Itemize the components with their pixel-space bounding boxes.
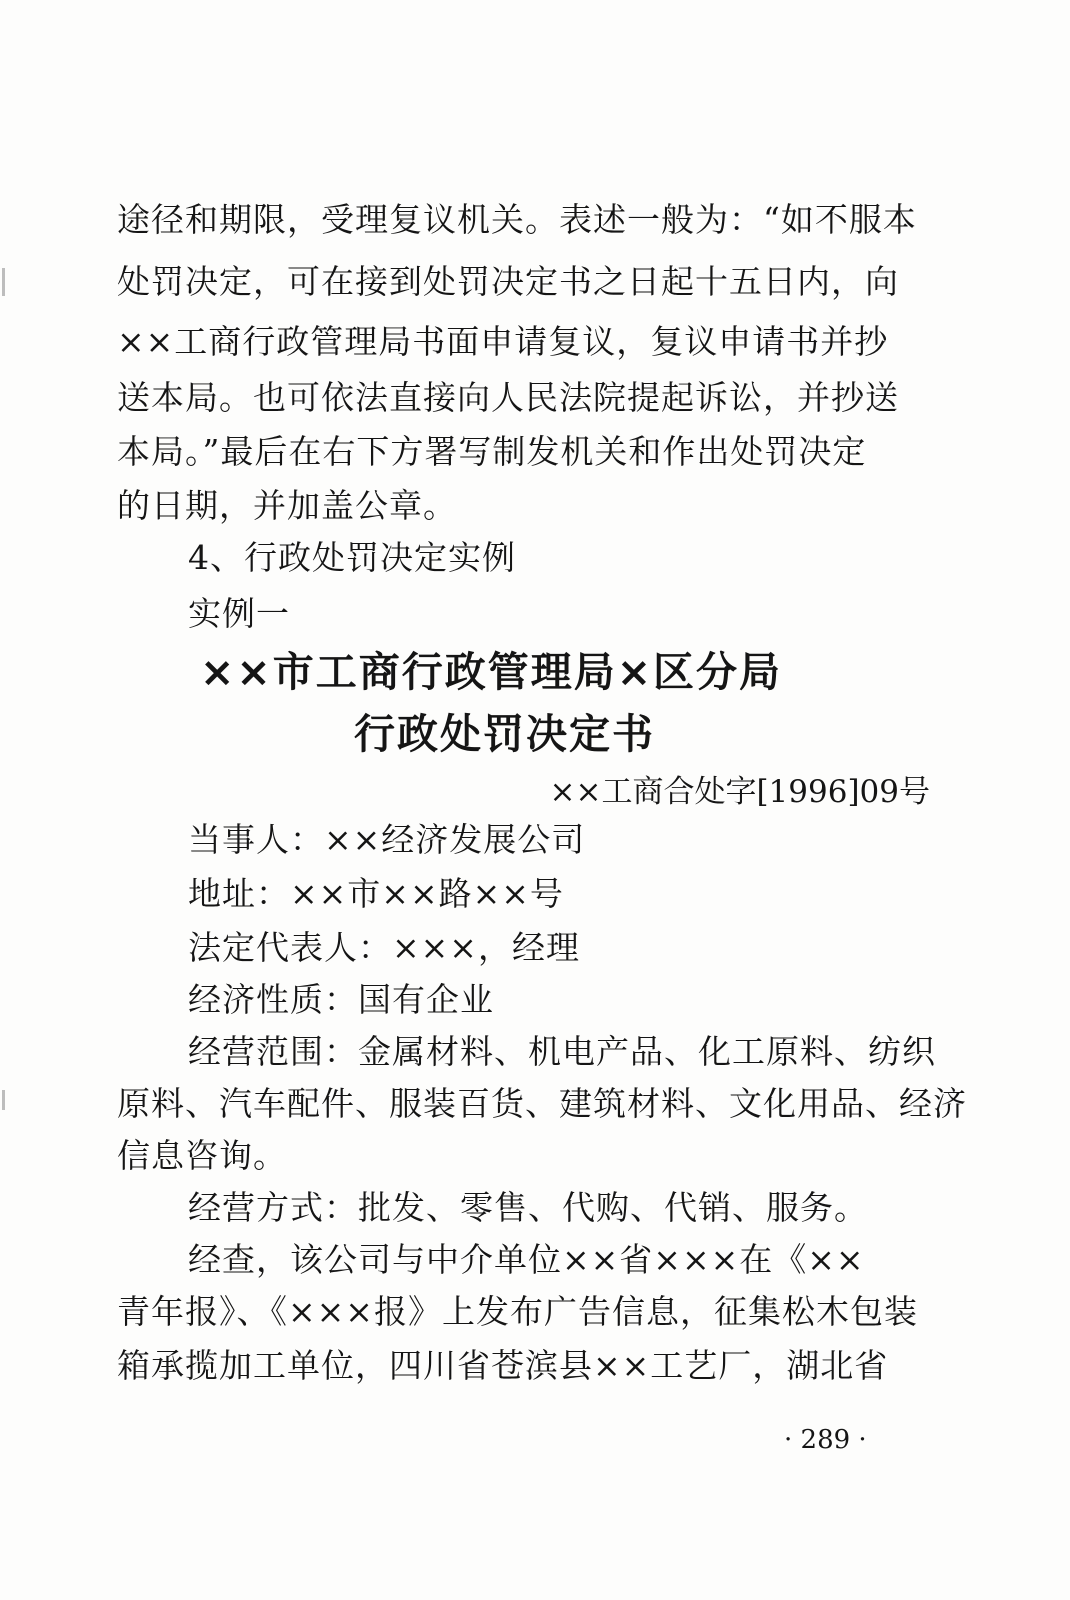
findings-line: 箱承揽加工单位，四川省苍滨县××工艺厂，湖北省 <box>117 1346 889 1385</box>
field-nature: 经济性质：国有企业 <box>188 980 494 1019</box>
document-title-line2: 行政处罚决定书 <box>354 710 655 758</box>
field-method: 经营方式：批发、零售、代购、代销、服务。 <box>188 1188 868 1227</box>
scan-edge-mark <box>2 1090 5 1110</box>
field-scope-line: 原料、汽车配件、服装百货、建筑材料、文化用品、经济 <box>117 1084 967 1123</box>
field-scope-line: 经营范围：金属材料、机电产品、化工原料、纺织 <box>188 1032 936 1071</box>
field-address: 地址：××市××路××号 <box>188 874 564 913</box>
scan-edge-mark <box>2 268 5 296</box>
findings-line: 经查，该公司与中介单位××省×××在《×× <box>188 1240 865 1279</box>
field-representative: 法定代表人：×××，经理 <box>188 928 580 967</box>
body-line: ××工商行政管理局书面申请复议，复议申请书并抄 <box>117 322 889 361</box>
findings-line: 青年报》、《×××报》上发布广告信息，征集松木包装 <box>117 1292 918 1331</box>
body-line: 本局。”最后在右下方署写制发机关和作出处罚决定 <box>117 432 867 471</box>
body-line: 处罚决定，可在接到处罚决定书之日起十五日内，向 <box>117 262 899 301</box>
section-heading: 4、行政处罚决定实例 <box>188 538 516 577</box>
field-party: 当事人：××经济发展公司 <box>188 820 586 859</box>
body-line: 送本局。也可依法直接向人民法院提起诉讼，并抄送 <box>117 378 899 417</box>
example-label: 实例一 <box>188 594 290 633</box>
page-number: · 289 · <box>784 1425 867 1455</box>
body-line: 的日期，并加盖公章。 <box>117 486 457 525</box>
field-scope-line: 信息咨询。 <box>117 1136 287 1175</box>
document-title-line1: ××市工商行政管理局×区分局 <box>200 648 783 696</box>
reference-number: ××工商合处字[1996]09号 <box>549 774 930 810</box>
body-line: 途径和期限，受理复议机关。表述一般为：“如不服本 <box>117 200 917 239</box>
